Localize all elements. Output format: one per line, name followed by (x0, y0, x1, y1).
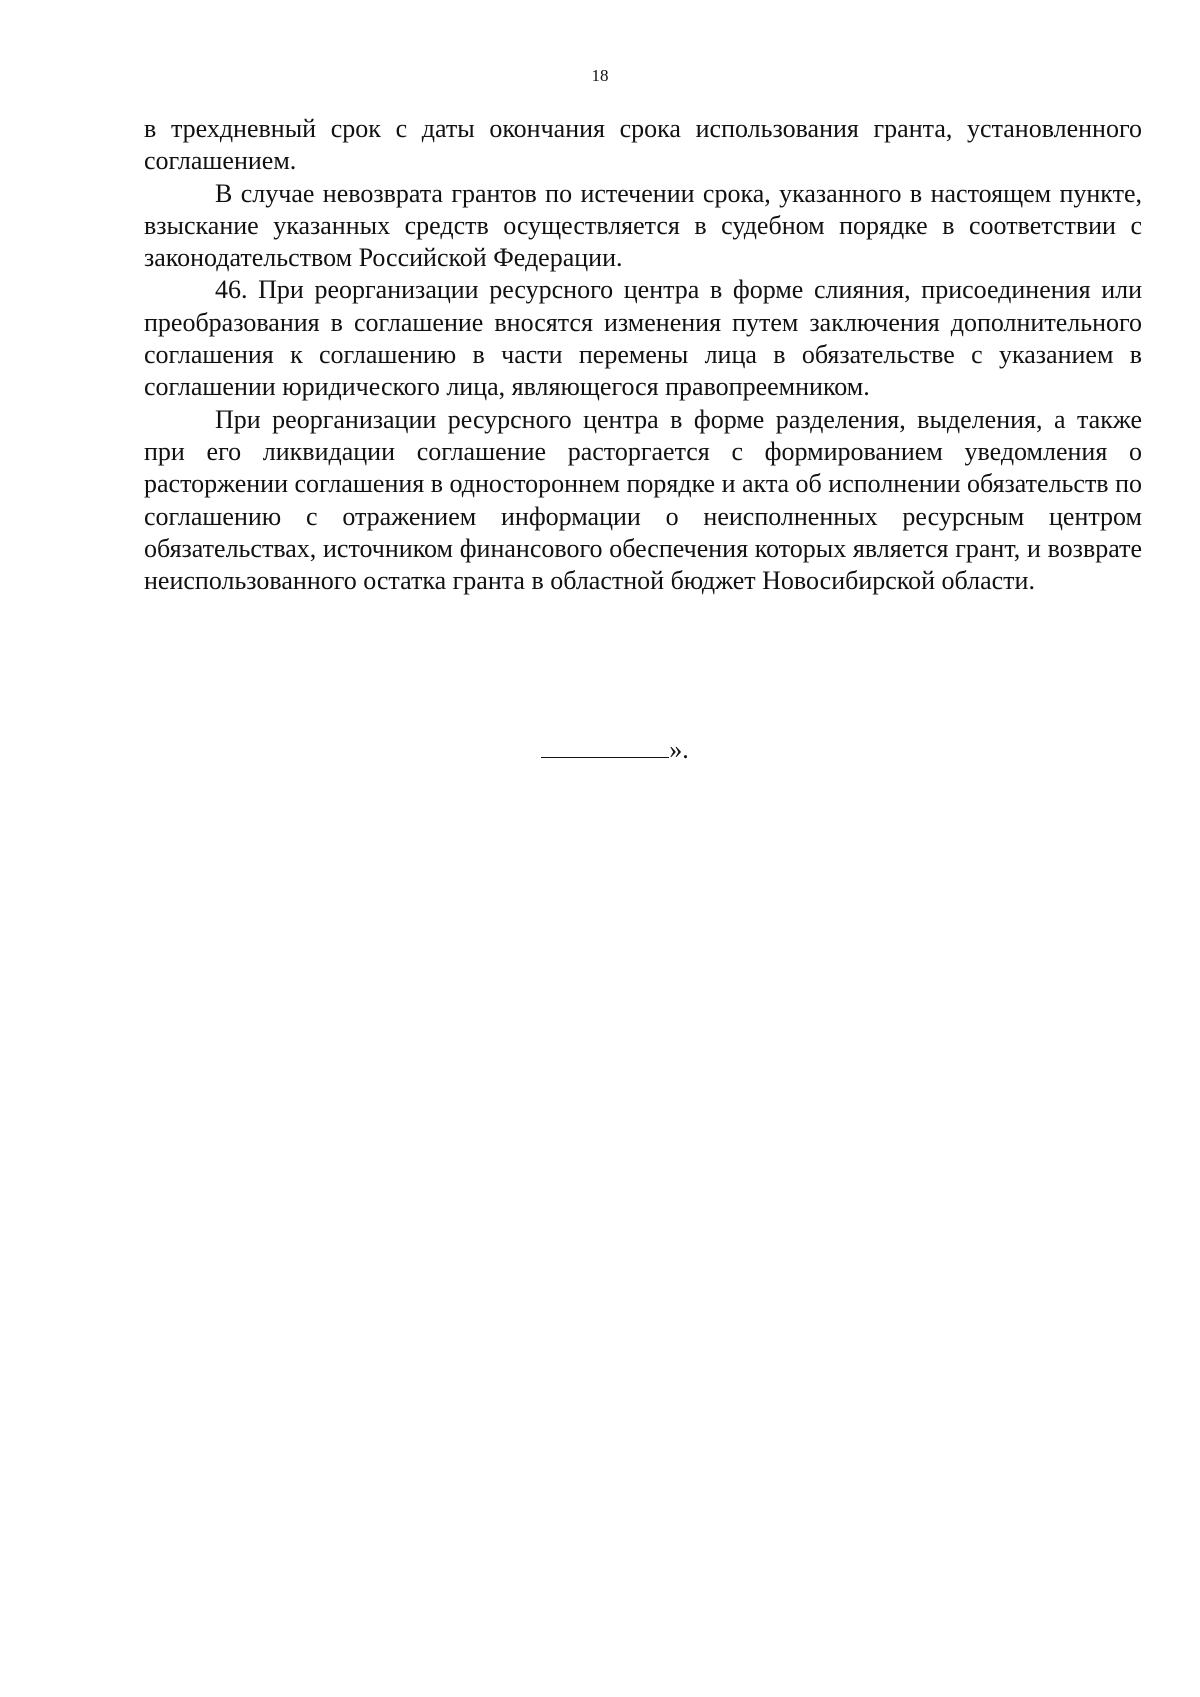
paragraph-46-merger: 46. При реорганизации ресурсного центра в форме слияния, присоединения или преобразования в соглашение вносятся изменения путем заключения дополнительного соглашения к соглашению в части перемены лица в обязательстве с указанием в соглашении юридического лица, являющегося правопреемником. (144, 275, 1142, 402)
paragraph-non-return: В случае невозврата грантов по истечении срока, указанного в настоящем пункте, взыскание указанных средств осуществляется в судебном порядке в соответствии с законодательством Российской Федерации. (144, 178, 1142, 273)
closing-quote-mark: ». (669, 735, 689, 764)
document-body (144, 113, 1142, 597)
page-number: 18 (591, 66, 609, 85)
closing-block (0, 734, 1200, 766)
closing-underline (541, 735, 669, 758)
paragraph-46-division: При реорганизации ресурсного центра в форме разделения, выделения, а также при его ликвидации соглашение расторгается с формированием уведомления о расторжении соглашения в одностороннем порядке и акта об исполнении обязательств по соглашению с отражением информации о неисполненных ресурсным центром обязательствах, источником финансового обеспечения которых является грант, и возврате неиспользованного остатка гранта в областной бюджет Новосибирской области. (144, 404, 1142, 596)
paragraph-continuation: в трехдневный срок с даты окончания срока использования гранта, установленного соглашением. (144, 114, 1142, 176)
